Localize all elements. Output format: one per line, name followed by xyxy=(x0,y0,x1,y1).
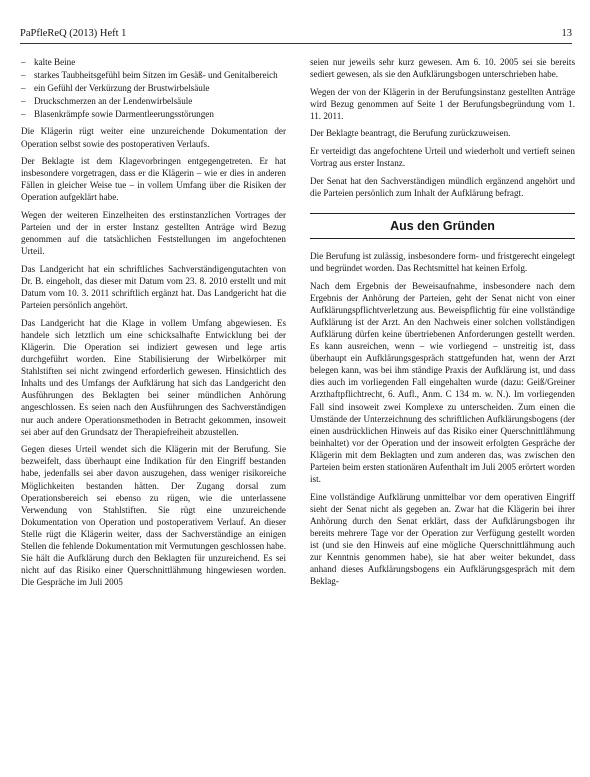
paragraph: Der Beklagte beantragt, die Berufung zurückzuweisen. xyxy=(310,128,511,139)
paragraph: Die Klägerin rügt weiter eine unzureichende Dokumentation der Operation selbst sowie des postoperativen Verlaufs. xyxy=(21,126,286,149)
page-header xyxy=(20,27,572,44)
section-heading: Aus den Gründen xyxy=(310,213,575,239)
dash-bullet-icon: – xyxy=(21,83,26,94)
paragraph: Das Landgericht hat die Klage in vollem Umfang abgewiesen. Es handele sich letztlich um eine schicksalhafte Entwicklung bei der Klägerin. Die Operation sei indiziert gewesen und lege artis durchgeführt worden. Eine Stabilisierung der Wirbelkörper mit Stahlstiften sei nicht zwingend erforderlich gewesen. Hinsichtlich des Inhalts und des Umfangs der Aufklärung hat sich das Landgericht den Ausführungen des Beklagten bei seiner mündlichen Anhörung angeschlossen. Es seien nach den Ausführungen des Sachverständigen nur auch andere Operationsmethoden in Betracht gekommen, insoweit sei aber auf den Grundsatz der Therapiefreiheit abzustellen. xyxy=(21,317,286,437)
paragraph: Wegen der von der Klägerin in der Berufungsinstanz gestellten Anträge wird Bezug genommen auf Seite 1 der Berufungsbegründung vom 1. 11. 2011. xyxy=(310,86,575,121)
left-column xyxy=(21,56,286,594)
symptom-list xyxy=(21,56,286,120)
paragraph: Der Beklagte ist dem Klagevorbringen entgegengetreten. Er hat insbesondere vorgetragen, dass er die Klägerin – wie er dies in anderen Fällen in gleicher Weise tue – in vollem Umfang über die Risiken der Operation aufgeklärt habe. xyxy=(21,156,286,203)
paragraph: Das Landgericht hat ein schriftliches Sachverständigengutachten von Dr. B. eingeholt, das dieser mit Datum vom 23. 8. 2010 erstellt und mit Datum vom 10. 3. 2011 schriftlich ergänzt hat. Das Landgericht hat die Parteien persönlich angehört. xyxy=(21,263,286,311)
dash-bullet-icon: – xyxy=(21,109,26,120)
dash-bullet-icon: – xyxy=(21,96,26,107)
list-item: – Blasenkrämpfe sowie Darmentleerungsstörungen xyxy=(21,109,214,120)
right-column xyxy=(310,56,575,593)
page-number: 13 xyxy=(561,28,572,39)
paragraph: Nach dem Ergebnis der Beweisaufnahme, insbesondere nach dem Ergebnis der Anhörung der Parteien, geht der Senat nicht von einer Aufklärungspflichtverletzung aus. Beweispflichtig für eine vollständige Aufklärung ist der Arzt. An den Nachweis einer solchen vollständigen Aufklärung dürfen keine übertriebenen Anforderungen gestellt werden. Es kann ausreichen, wenn – wie vorliegend – unstreitig ist, dass überhaupt ein Aufklärungsgespräch stattgefunden hat, wenn der Arzt belegen kann, was bei ihm ständige Praxis der Aufklärung ist, und dass dies auch im vorliegenden Fall eingehalten wurde (dazu: Geiß/Greiner Arzthaftpflichtrecht, 6. Aufl., Anm. C 134 m. w. N.). Im vorliegenden Fall sind insoweit zwei Komplexe zu unterscheiden. Zum einen die Umstände der Unterzeichnung des schriftlichen Aufklärungsbogens (der einen ausdrücklichen Hinweis auf das Risiko einer Querschnittlähmung beinhaltet) vor der Operation und der insoweit erfolgten Gespräche der Klägerin mit dem Beklagten und zum anderen das, was zwischen den Parteien beim ersten stationären Aufenthalt im Juli 2005 erörtert worden ist. xyxy=(310,280,575,485)
paragraph: Eine vollständige Aufklärung unmittelbar vor dem operativen Eingriff sieht der Senat nicht als gegeben an. Zwar hat die Klägerin bei ihrer Anhörung durch den Senat erklärt, dass der Aufklärungsbogen ihr bereits mehrere Tage vor der Operation zur Verfügung gestellt worden ist (und sie den Hinweis auf eine mögliche Querschnittlähmung auch zur Kenntnis genommen habe), sie hat aber weiter bekundet, dass anhand dieses Aufklärungsbogens ein Aufklärungsgespräch mit dem Beklag- xyxy=(310,491,575,587)
dash-bullet-icon: – xyxy=(21,70,26,81)
journal-title: PaPfleReQ (2013) Heft 1 xyxy=(20,28,127,39)
dash-bullet-icon: – xyxy=(21,57,26,67)
list-item: – ein Gefühl der Verkürzung der Brustwirbelsäule xyxy=(21,83,210,94)
list-item: – starkes Taubheitsgefühl beim Sitzen im Gesäß- und Genitalbereich xyxy=(21,70,278,81)
paragraph: Er verteidigt das angefochtene Urteil und wiederholt und vertieft seinen Vortrag aus erster Instanz. xyxy=(310,146,575,169)
paragraph: Gegen dieses Urteil wendet sich die Klägerin mit der Berufung. Sie bezweifelt, dass überhaupt eine Indikation für den Eingriff bestanden habe, jedenfalls sei aber davon auszugehen, dass weniger risikoreiche Möglichkeiten bestanden hätten. Der Zugang dorsal zum Operationsbereich sei ebenso zu rügen, wie die unterlassene Verwendung von Stahlstiften. Sie rügt eine unzureichende Dokumentation von Operation und postoperativem Verlauf. An dieser Stelle rügt die Klägerin weiter, dass der Sachverständige an einigen Stellen die fehlende Dokumentation mit Vermutungen geschlossen habe. Sie hält die Aufklärung durch den Beklagten für unzureichend. Es sei nicht auf das Risiko einer Querschnittlähmung hingewiesen worden. Die Gespräche im Juli 2005 xyxy=(21,444,286,588)
paragraph: Die Berufung ist zulässig, insbesondere form- und fristgerecht eingelegt und begründet worden. Das Rechtsmittel hat keinen Erfolg. xyxy=(310,250,575,274)
paragraph: Wegen der weiteren Einzelheiten des erstinstanzlichen Vortrages der Parteien und der in erster Instanz gestellten Anträge wird Bezug genommen auf die tatsächlichen Feststellungen im angefochtenen Urteil. xyxy=(21,210,286,257)
list-item: – Druckschmerzen an der Lendenwirbelsäule xyxy=(21,96,193,107)
paragraph: Der Senat hat den Sachverständigen mündlich ergänzend angehört und die Parteien persönlich zum Inhalt der Aufklärung befragt. xyxy=(310,175,575,198)
paragraph: seien nur jeweils sehr kurz gewesen. Am 6. 10. 2005 sei sie bereits sediert gewesen, als sie den Aufklärungsbogen unterschrieben habe. xyxy=(310,57,575,80)
list-item: – kalte Beine xyxy=(21,57,76,67)
